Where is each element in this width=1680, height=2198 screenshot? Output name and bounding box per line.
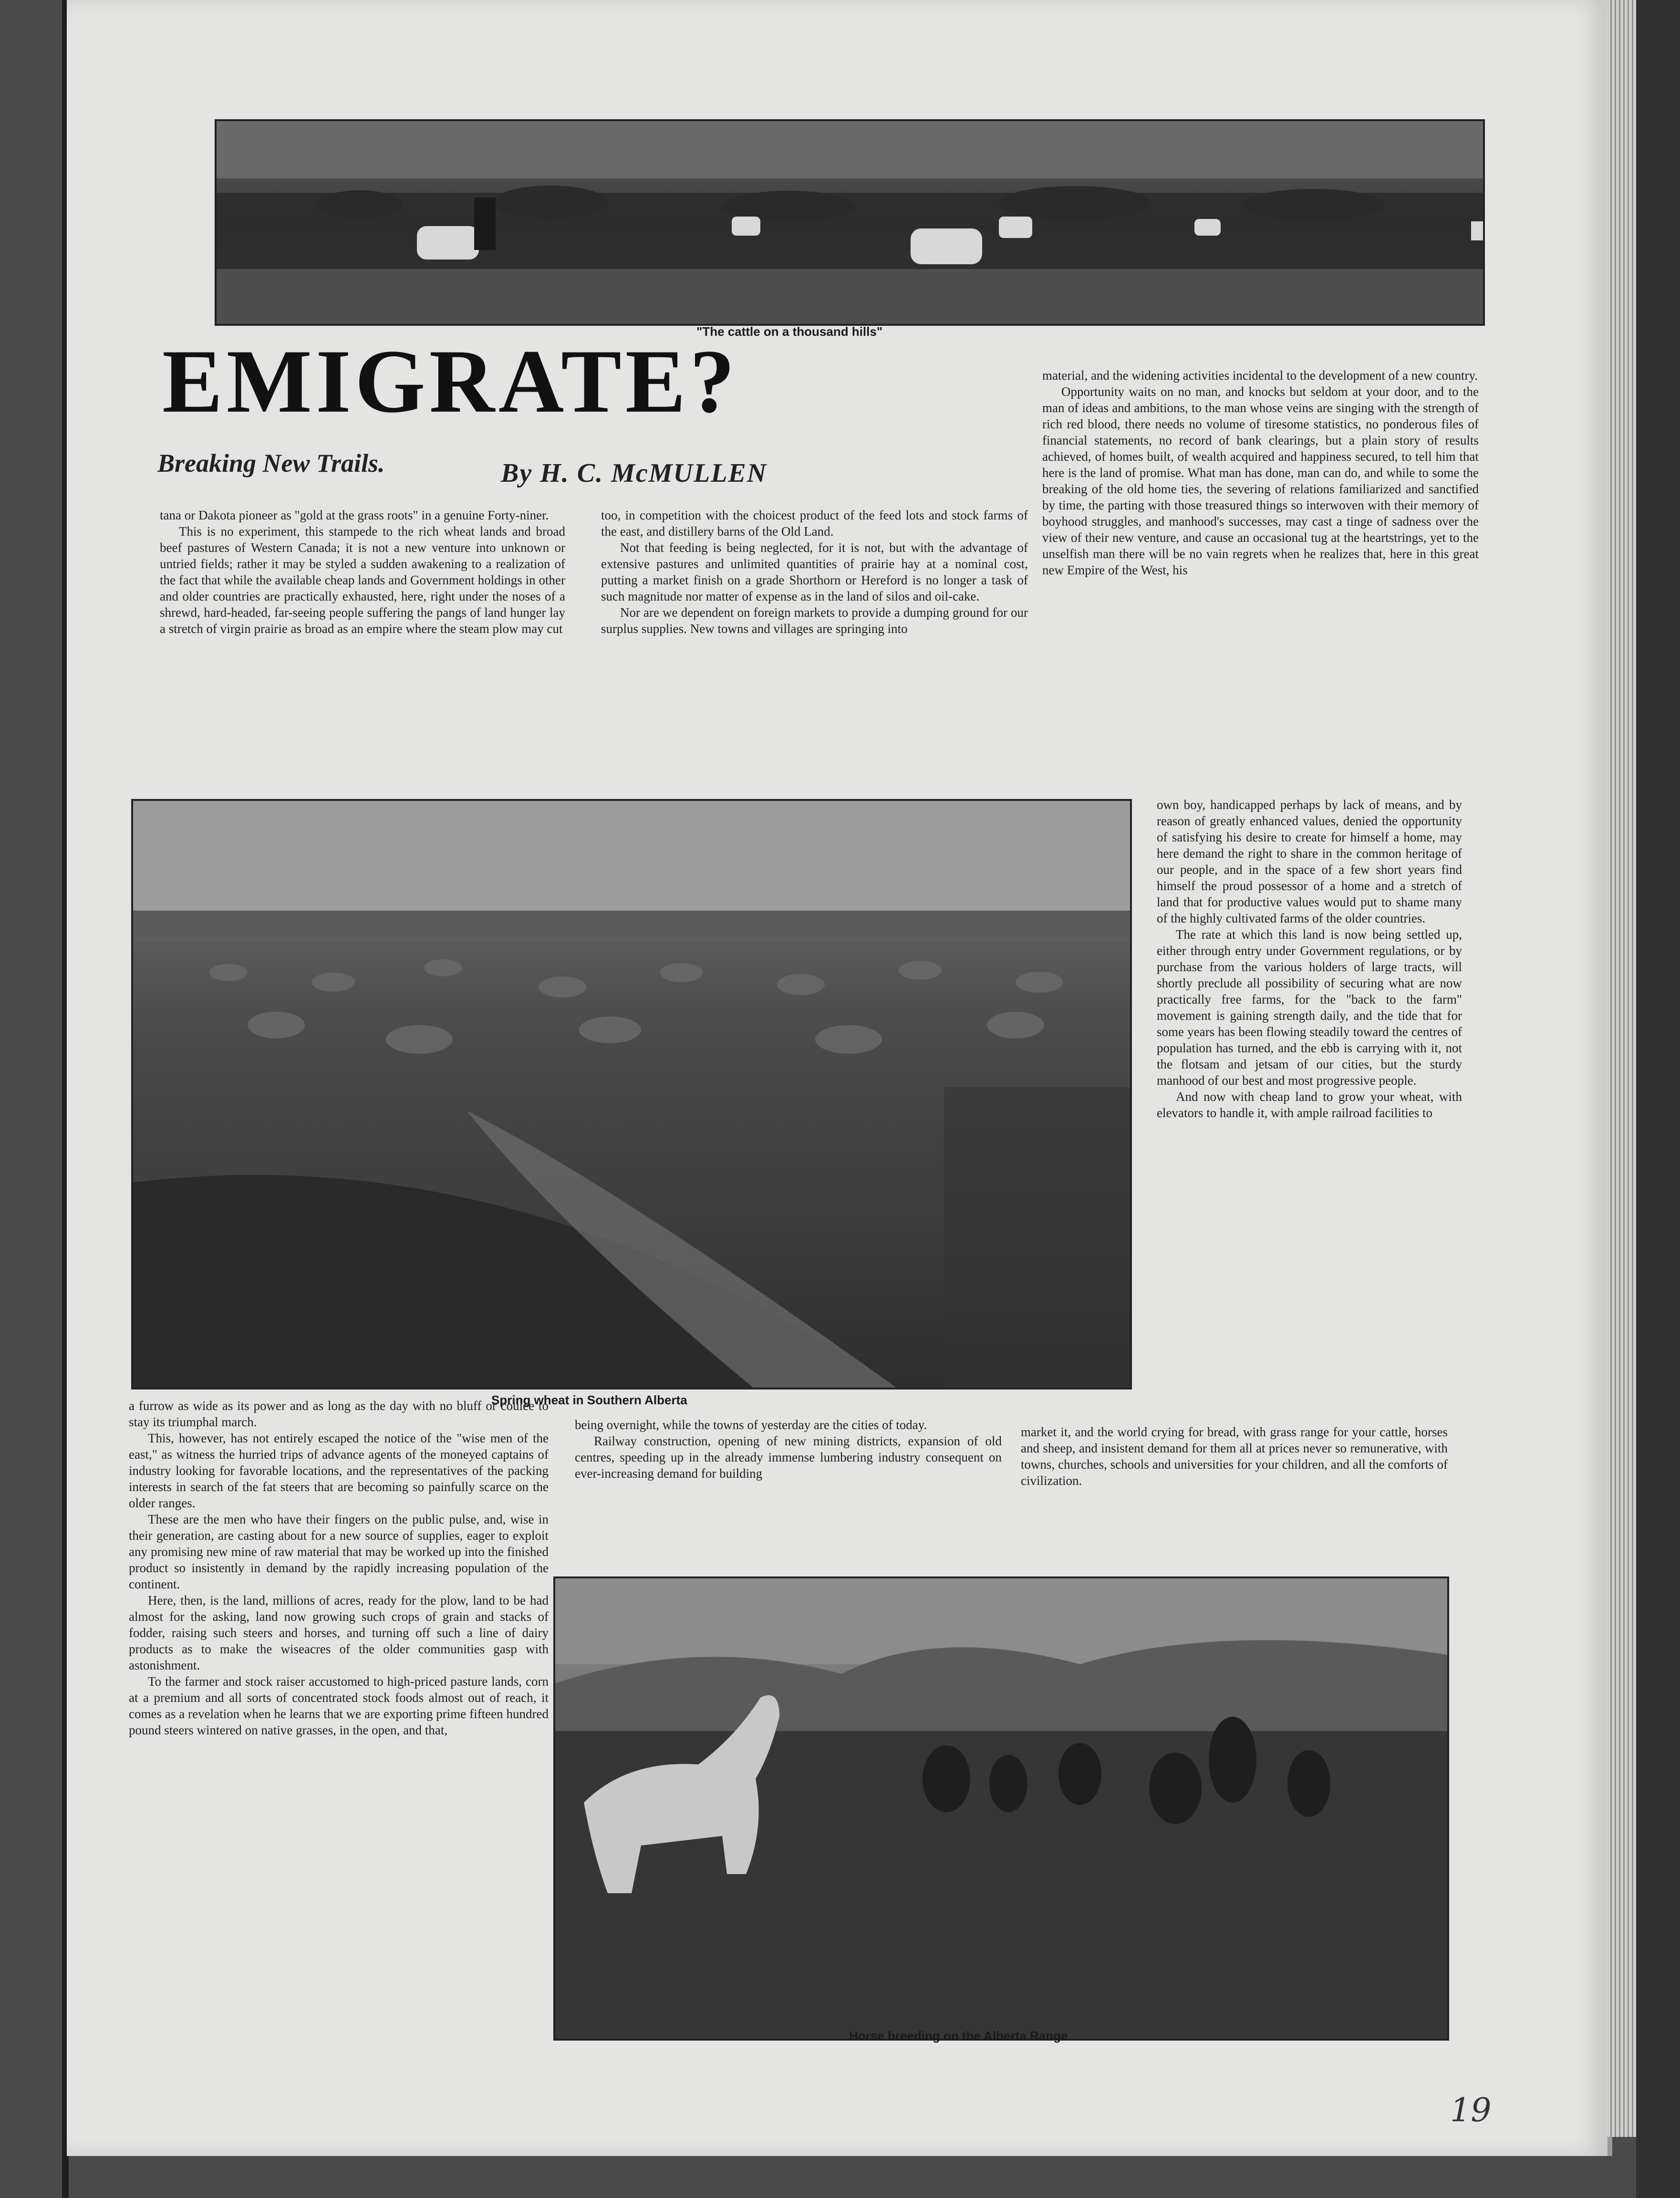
- paragraph: The rate at which this land is now being settled up, either through entry under Government regulations, or by purchase from the various holders of large tracts, will shortly preclude all possibility of securing what are now practically free farms, for the "back to the farm" movement is gaining strength daily, and the tide that for some years has been flowing steadily toward the centres of population has turned, and the ebb is carrying with it, not the flotsam and jetsam of our cities, but the sturdy manhood of our best and most progressive people.: [1157, 927, 1462, 1088]
- paragraph: Not that feeding is being neglected, for it is not, but with the advantage of extensive pastures and unlimited quantities of prairie hay at a nominal cost, putting a market finish on a grade Shorthorn or Hereford is no longer a task of such magnitude nor matter of expense as in the land of silos and oil-cake.: [601, 540, 1028, 603]
- paragraph: own boy, handicapped perhaps by lack of means, and by reason of greatly enhanced values, denied the opportunity of satisfying his desire to create for himself a home, may here demand the right to share in the common heritage of our people, and in the space of a few short years find himself the proud possessor of a home and a stretch of land that for productive values would put to shame many of the highly cultivated farms of the older countries.: [1157, 798, 1462, 925]
- cattle-photo: [215, 119, 1485, 326]
- cattle-photo-caption: "The cattle on a thousand hills": [696, 324, 883, 339]
- article-byline: By H. C. McMULLEN: [501, 458, 767, 488]
- page-number: 19: [1450, 2092, 1492, 2129]
- text-column-3-bottom: [1021, 1424, 1448, 1553]
- article-headline: EMIGRATE?: [162, 332, 739, 432]
- paragraph: These are the men who have their fingers on the public pulse, and, wise in their generation, are casting about for a new source of supplies, eager to exploit any promising new mine of raw material that may be worked up into the finished product so insistently in demand by the rapidly increasing population of the continent.: [129, 1512, 549, 1591]
- paragraph: To the farmer and stock raiser accustomed to high-priced pasture lands, corn at a premium and all sorts of concentrated stock foods almost out of reach, it comes as a revelation when he learns that we are exporting prime fifteen hundred pound steers wintered on native grasses, in the open, and that,: [129, 1674, 549, 1737]
- paragraph: This is no experiment, this stampede to the rich wheat lands and broad beef pastures of Western Canada; it is not a new venture into unknown or untried fields; rather it may be styled a sudden awakening to a realization of the fact that while the available cheap lands and Government holdings in other and older countries are practically exhausted, here, right under the noses of a shrewd, hard-headed, far-seeing people suffering the pangs of land hunger lay a stretch of virgin prairie as broad as an empire where the steam plow may cut: [160, 524, 565, 636]
- paragraph: This, however, has not entirely escaped the notice of the "wise men of the east," as witness the hurried trips of advance agents of the moneyed captains of industry looking for favorable locations, and the representatives of the packing interests in search of the fat steers that are becoming so painfully scarce on the older ranges.: [129, 1431, 549, 1510]
- paragraph: And now with cheap land to grow your wheat, with elevators to handle it, with ample railroad facilities to: [1157, 1089, 1462, 1120]
- text-column-2-top: [601, 507, 1028, 793]
- paragraph: Here, then, is the land, millions of acres, ready for the plow, land to be had almost for the asking, land now growing such crops of grain and stacks of fodder, raising such steers and horses, and turning off such a line of dairy products as to make the wiseacres of the older communities gasp with astonishment.: [129, 1593, 549, 1672]
- paragraph: tana or Dakota pioneer as "gold at the grass roots" in a genuine Forty-niner.: [160, 508, 549, 522]
- page-stack-edge: [1607, 0, 1636, 2137]
- scan-background: [1636, 0, 1680, 2198]
- paragraph: Opportunity waits on no man, and knocks but seldom at your door, and to the man of ideas and ambitions, to the man whose veins are singing with the strength of rich red blood, there needs no volume of tiresome statistics, no ponderous files of financial statements, no record of bank clearings, but a plain story of results achieved, of homes built, of wealth acquired and happiness secured, to tell him that here is the land of promise. What man has done, man can do, and while to some the breaking of the old home ties, the severing of relations familiarized and sanctified by time, the parting with those treasured things so interwoven with their memory of boyhood struggles, and manhood's successes, may cast a tinge of sadness over the view of their new venture, and cause an occasional tug at the heartstrings, yet to the unselfish man there will be no vain regrets when he realizes that, here in this great new Empire of the West, his: [1042, 384, 1479, 577]
- article-subtitle: Breaking New Trails.: [157, 449, 385, 477]
- paragraph: material, and the widening activities incidental to the development of a new country.: [1042, 368, 1478, 383]
- text-column-2-bottom: [575, 1417, 1002, 1555]
- paragraph: market it, and the world crying for bread, with grass range for your cattle, horses and sheep, and insistent demand for them all at prices never so remunerative, with towns, churches, schools and universities for your children, and all the comforts of civilization.: [1021, 1425, 1448, 1488]
- paragraph: being overnight, while the towns of yesterday are the cities of today.: [575, 1418, 927, 1432]
- paragraph: a furrow as wide as its power and as long as the day with no bluff or coulee to stay its triumphal march.: [129, 1399, 549, 1429]
- text-column-3-middle: [1157, 797, 1462, 1421]
- text-column-3-top: [1042, 367, 1479, 794]
- wheat-photo: [131, 799, 1132, 1389]
- paragraph: Railway construction, opening of new mining districts, expansion of old centres, speeding up in the already immense lumbering industry consequent on ever-increasing demand for building: [575, 1434, 1002, 1481]
- paragraph: Nor are we dependent on foreign markets to provide a dumping ground for our surplus supplies. New towns and villages are springing into: [601, 605, 1028, 636]
- paragraph: too, in competition with the choicest product of the feed lots and stock farms of the east, and distillery barns of the Old Land.: [601, 508, 1028, 539]
- wheat-photo-caption: Spring wheat in Southern Alberta: [491, 1393, 687, 1407]
- text-column-1-bottom: [129, 1398, 549, 2027]
- horses-photo-caption: Horse breeding on the Alberta Range: [849, 2029, 1068, 2043]
- horses-photo: [553, 1576, 1449, 2041]
- text-column-1-top: [160, 507, 565, 793]
